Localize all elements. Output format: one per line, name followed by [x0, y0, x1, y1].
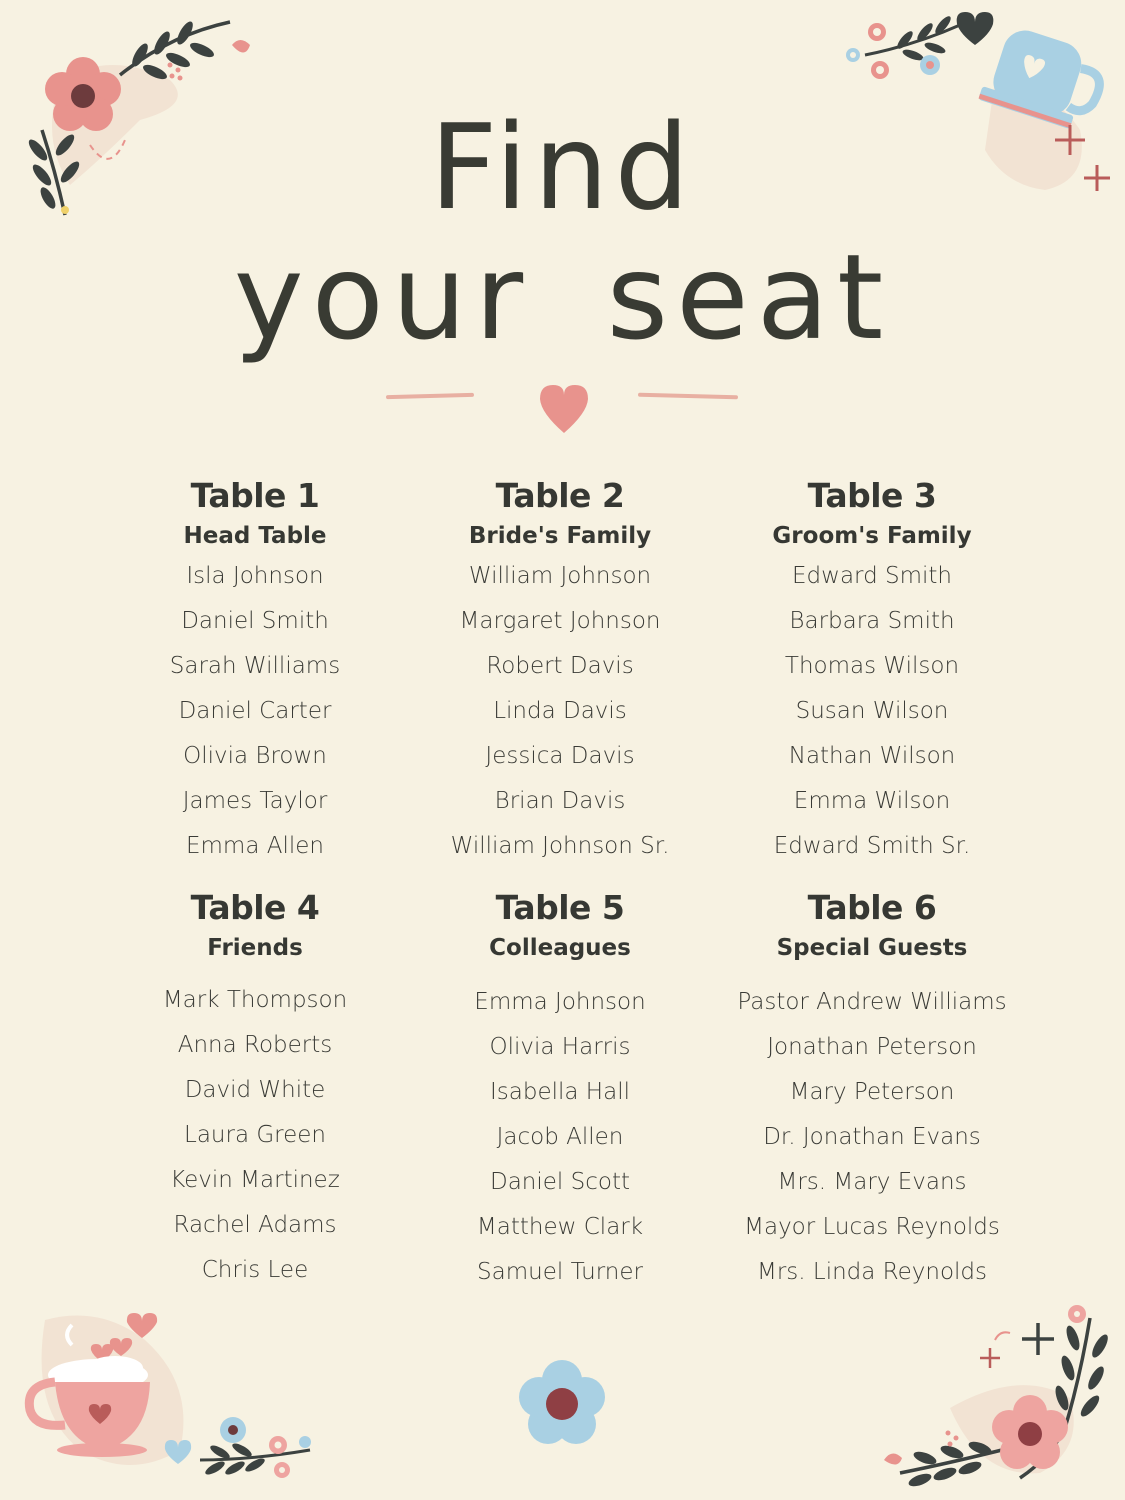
- guest-name: Daniel Scott: [490, 1169, 630, 1195]
- table-5-subtitle: Colleagues: [489, 935, 631, 961]
- table-5-title: Table 5: [495, 888, 625, 927]
- table-6-title: Table 6: [807, 888, 937, 927]
- guest-name: Jacob Allen: [496, 1124, 624, 1150]
- guest-name: Mayor Lucas Reynolds: [744, 1214, 1000, 1240]
- guest-name: Isabella Hall: [490, 1079, 630, 1105]
- table-1-title: Table 1: [190, 476, 320, 515]
- table-2-title: Table 2: [495, 476, 625, 515]
- guest-name: Mark Thompson: [162, 987, 348, 1013]
- guest-name: David White: [184, 1077, 326, 1103]
- guest-name: Isla Johnson: [186, 563, 324, 589]
- guest-name: Samuel Turner: [477, 1259, 643, 1285]
- page-title-line-2: your seat: [233, 228, 892, 366]
- table-4-subtitle: Friends: [207, 935, 303, 961]
- guest-name: Edward Smith Sr.: [773, 833, 971, 859]
- table-1-block: [95, 474, 415, 869]
- guest-name: William Johnson Sr.: [450, 833, 670, 859]
- guest-name: Linda Davis: [493, 698, 627, 724]
- guest-name: William Johnson: [468, 563, 652, 589]
- table-6-block: [712, 886, 1032, 1295]
- guest-name: Emma Johnson: [474, 989, 646, 1015]
- guest-name: Chris Lee: [201, 1257, 309, 1283]
- table-6-subtitle: Special Guests: [776, 935, 968, 961]
- table-6-guest-list: [712, 980, 1032, 1295]
- guest-name: Daniel Carter: [178, 698, 332, 724]
- table-3-guest-list: [712, 554, 1032, 869]
- guest-name: Daniel Smith: [181, 608, 329, 634]
- guest-name: Laura Green: [184, 1122, 326, 1148]
- guest-name: Emma Wilson: [793, 788, 951, 814]
- table-2-block: [400, 474, 720, 869]
- table-3-title: Table 3: [807, 476, 937, 515]
- table-3-block: [712, 474, 1032, 869]
- guest-name: Brian Davis: [494, 788, 626, 814]
- guest-name: Olivia Harris: [489, 1034, 631, 1060]
- guest-name: Olivia Brown: [183, 743, 327, 769]
- table-2-guest-list: [400, 554, 720, 869]
- table-1-guest-list: [95, 554, 415, 869]
- guest-name: Edward Smith: [792, 563, 952, 589]
- guest-name: Matthew Clark: [476, 1214, 644, 1240]
- table-5-block: [400, 886, 720, 1295]
- flower-branch-icon: [870, 1298, 1115, 1493]
- heart-icon: [537, 383, 591, 435]
- flower-icon: [512, 1352, 612, 1452]
- guest-name: Rachel Adams: [173, 1212, 337, 1238]
- guest-name: Anna Roberts: [177, 1032, 333, 1058]
- guest-name: Robert Davis: [486, 653, 634, 679]
- table-4-title: Table 4: [190, 888, 320, 927]
- table-4-guest-list: [95, 978, 415, 1293]
- guest-name: Emma Allen: [186, 833, 324, 859]
- guest-name: Barbara Smith: [789, 608, 955, 634]
- guest-name: Sarah Williams: [169, 653, 341, 679]
- table-2-subtitle: Bride's Family: [468, 523, 652, 549]
- guest-name: Jessica Davis: [485, 743, 635, 769]
- guest-name: Mary Peterson: [789, 1079, 955, 1105]
- guest-name: Kevin Martinez: [170, 1167, 340, 1193]
- divider-left: [386, 393, 474, 399]
- guest-name: Susan Wilson: [795, 698, 949, 724]
- guest-name: Nathan Wilson: [788, 743, 956, 769]
- guest-name: Mrs. Linda Reynolds: [756, 1259, 988, 1285]
- guest-name: Pastor Andrew Williams: [737, 989, 1007, 1015]
- table-4-block: [95, 886, 415, 1293]
- divider-right: [638, 393, 738, 400]
- guest-name: Mrs. Mary Evans: [777, 1169, 967, 1195]
- table-5-guest-list: [400, 980, 720, 1295]
- guest-name: Margaret Johnson: [459, 608, 661, 634]
- guest-name: Thomas Wilson: [784, 653, 960, 679]
- guest-name: Jonathan Peterson: [767, 1034, 977, 1060]
- table-1-subtitle: Head Table: [183, 523, 327, 549]
- guest-name: Dr. Jonathan Evans: [763, 1124, 981, 1150]
- table-3-subtitle: Groom's Family: [772, 523, 972, 549]
- guest-name: James Taylor: [182, 788, 328, 814]
- teacup-icon: [20, 1300, 330, 1490]
- page-title-line-1: Find: [429, 98, 696, 236]
